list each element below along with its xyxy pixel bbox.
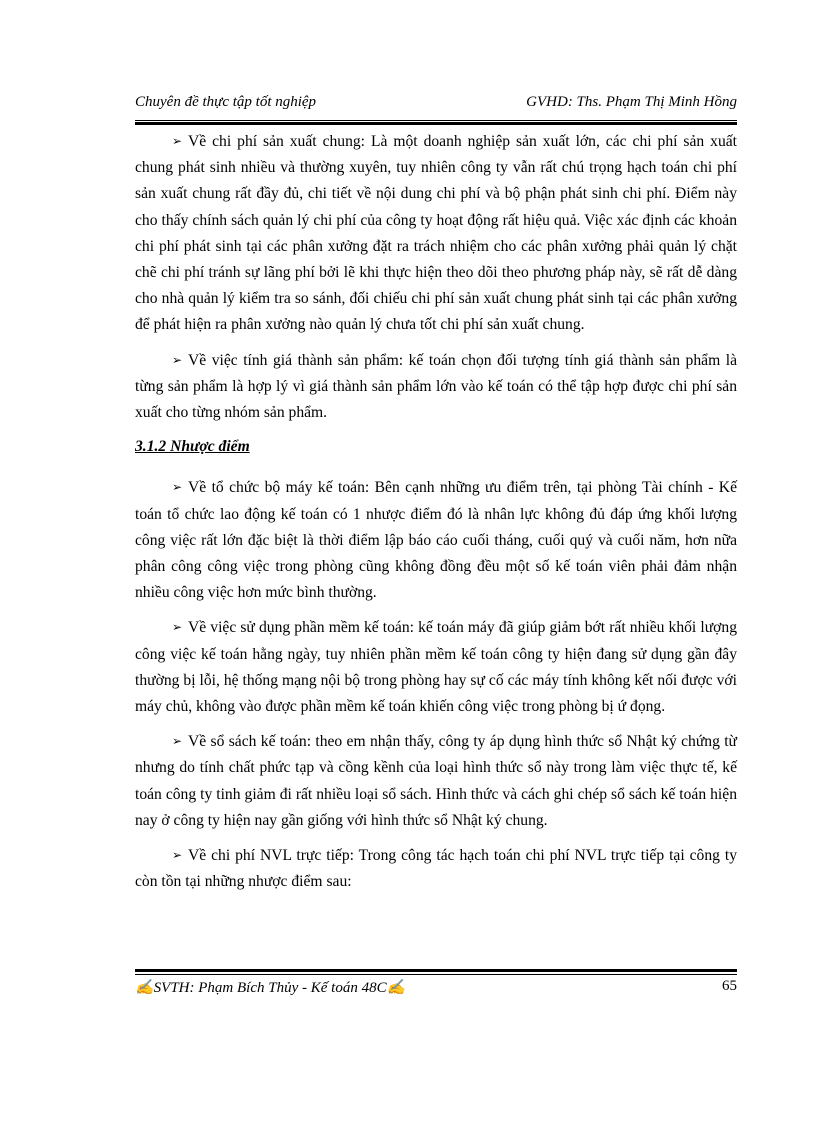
header-title: Chuyên đề thực tập tốt nghiệp	[135, 94, 317, 110]
footer-rule	[135, 974, 737, 975]
paragraph-text: Về chi phí NVL trực tiếp: Trong công tác hạch toán chi phí NVL trực tiếp tại công ty còn tồn tại những nhược điểm sau:	[135, 847, 737, 891]
arrow-bullet-icon: ➢	[172, 734, 183, 749]
header-rule	[135, 120, 737, 121]
paragraph-text: Về việc tính giá thành sản phẩm: kế toán chọn đối tượng tính giá thành sản phẩm là từng sản phẩm là hợp lý vì giá thành sản phẩm lớn vào kế toán có thể tập hợp được chi phí sản xuất cho từng nhóm sản phẩm.	[135, 351, 737, 422]
paragraph-software	[135, 614, 737, 720]
paragraph-product-costing	[135, 347, 737, 427]
paragraph-material-costs	[135, 842, 737, 895]
paragraph-text: Về việc sử dụng phần mềm kế toán: kế toán máy đã giúp giảm bớt rất nhiều khối lượng công việc kế toán hằng ngày, tuy nhiên phần mềm kế toán công ty hiện đang sử dụng gần đây thường bị lỗi, hệ thống mạng nội bộ trong phòng hay sự cố các máy tính không kết nối được với máy chủ, không vào được phần mềm kế toán khiến công việc trong phòng bị ứ đọng.	[135, 619, 737, 716]
page-footer	[135, 978, 737, 1002]
paragraph-org-structure	[135, 474, 737, 606]
page-header	[135, 94, 737, 118]
header-rule-thick	[135, 122, 737, 125]
arrow-bullet-icon: ➢	[172, 352, 183, 367]
arrow-bullet-icon: ➢	[172, 134, 183, 148]
page-number: 65	[722, 978, 737, 994]
header-advisor: GVHD: Ths. Phạm Thị Minh Hồng	[526, 94, 737, 110]
paragraph-text: Về chi phí sản xuất chung: Là một doanh nghiệp sản xuất lớn, các chi phí sản xuất chung phát sinh nhiều và thường xuyên, tuy nhiên công ty vẫn rất chú trọng hạch toán chi phí sản xuất chung rất đầy đủ, chi tiết về nội dung chi phí và bộ phận phát sinh chi phí. Điểm này cho thấy chính sách quản lý chi phí của công ty hoạt động rất hiệu quả. Việc xác định các khoản chi phí phát sinh tại các phân xưởng đặt ra trách nhiệm cho các phân xưởng phải quản lý chặt chẽ chi phí tránh sự lãng phí bởi lẽ khi thực hiện theo dõi theo phương pháp này, sẽ rất dễ dàng cho nhà quản lý kiểm tra so sánh, đối chiếu chi phí sản xuất chung phát sinh tại các phân xưởng để phát hiện ra phân xưởng nào quản lý chưa tốt chi phí sản xuất chung.	[135, 133, 737, 334]
paragraph-ledgers	[135, 728, 737, 834]
arrow-bullet-icon: ➢	[172, 480, 183, 495]
paragraph-text: Về sổ sách kế toán: theo em nhận thấy, công ty áp dụng hình thức sổ Nhật ký chứng từ nhưng do tính chất phức tạp và cồng kềnh của loại hình thức sổ này trong làm việc thực tế, kế toán công ty tinh giảm đi rất nhiều loại sổ sách. Hình thức và cách ghi chép sổ sách kế toán hiện nay ở công ty hiện nay gần giống với hình thức sổ Nhật ký chung.	[135, 733, 737, 829]
paragraph-general-costs	[135, 128, 737, 339]
footer-author: ✍SVTH: Phạm Bích Thủy - Kế toán 48C✍	[135, 980, 406, 996]
arrow-bullet-icon: ➢	[172, 848, 183, 863]
body-text	[135, 128, 737, 903]
arrow-bullet-icon: ➢	[172, 620, 183, 635]
paragraph-text: Về tổ chức bộ máy kế toán: Bên cạnh những ưu điểm trên, tại phòng Tài chính - Kế toán tổ chức lao động kế toán có 1 nhược điểm đó là nhân lực không đủ đáp ứng khối lượng công việc rất lớn đặc biệt là thời điểm lập báo cáo cuối tháng, cuối quý và cuối năm, hơn nữa phân công công việc trong phòng cũng không đồng đều một số kế toán viên phải đảm nhận nhiều công việc hơn mức bình thường.	[135, 479, 737, 602]
section-heading: 3.1.2 Nhược điểm	[135, 438, 250, 456]
footer-rule-thick	[135, 969, 737, 972]
